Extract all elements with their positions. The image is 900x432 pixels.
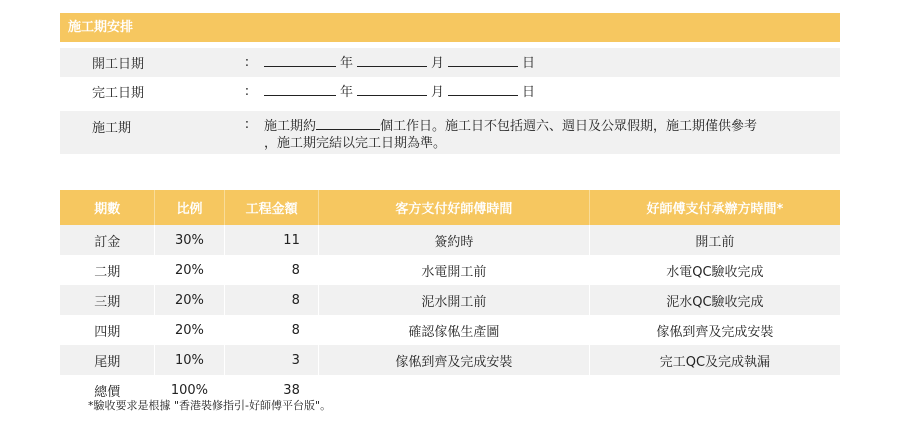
cell-ratio: 10%	[155, 345, 224, 375]
month-blank[interactable]	[357, 83, 427, 96]
day-unit: 日	[522, 84, 536, 100]
cell-amount: 11	[224, 225, 318, 255]
year-blank[interactable]	[264, 54, 336, 67]
days-blank[interactable]	[316, 117, 380, 130]
header-ratio: 比例	[155, 190, 224, 225]
cell-amount: 8	[224, 315, 318, 345]
cell-client-time: 泥水開工前	[318, 285, 589, 315]
start-date-value	[264, 54, 840, 72]
cell-phase: 三期	[60, 285, 155, 315]
cell-phase: 二期	[60, 255, 155, 285]
cell-client-time: 水電開工前	[318, 255, 589, 285]
cell-contractor-time: 開工前	[589, 225, 840, 255]
header-amount: 工程金額	[224, 190, 318, 225]
cell-contractor-time	[589, 375, 840, 405]
table-row	[60, 285, 840, 315]
cell-contractor-time: 完工QC及完成執漏	[589, 345, 840, 375]
cell-ratio: 20%	[155, 315, 224, 345]
cell-phase: 總價	[60, 375, 155, 405]
footnote: *驗收要求是根據 "香港裝修指引-好師傅平台版"。	[88, 399, 332, 412]
cell-ratio: 30%	[155, 225, 224, 255]
period-line-1-rest: 個工作日。施工日不包括週六、週日及公眾假期，施工期僅供參考	[380, 119, 758, 134]
schedule-header: 施工期安排	[60, 13, 840, 42]
cell-client-time: 傢俬到齊及完成安裝	[318, 345, 589, 375]
period-value	[264, 117, 840, 152]
cell-contractor-time: 泥水QC驗收完成	[589, 285, 840, 315]
cell-amount: 38	[224, 375, 318, 405]
start-date-row	[60, 48, 840, 77]
header-contractor-payment-time: 好師傅支付承辦方時間*	[589, 190, 840, 225]
end-date-label: 完工日期	[92, 86, 145, 101]
start-date-label: 開工日期	[92, 57, 145, 72]
construction-schedule	[60, 13, 840, 154]
cell-contractor-time: 傢俬到齊及完成安裝	[656, 324, 774, 340]
cell-amount: 8	[224, 255, 318, 285]
table-row	[60, 255, 840, 285]
cell-amount: 3	[224, 345, 318, 375]
payment-table	[60, 190, 840, 405]
cell-contractor-time: 水電QC驗收完成	[666, 264, 764, 280]
end-date-value	[264, 83, 840, 101]
day-blank[interactable]	[448, 83, 518, 96]
table-row	[60, 225, 840, 255]
cell-client-time	[318, 375, 589, 405]
cell-phase: 訂金	[60, 225, 155, 255]
cell-ratio: 20%	[155, 255, 224, 285]
period-line-1	[264, 117, 840, 135]
month-unit: 月	[431, 55, 445, 71]
year-blank[interactable]	[264, 83, 336, 96]
month-blank[interactable]	[357, 54, 427, 67]
cell-client-time: 簽約時	[318, 225, 589, 255]
header-phase: 期數	[60, 190, 155, 225]
month-unit: 月	[431, 84, 445, 100]
header-client-payment-time: 客方支付好師傅時間	[318, 190, 589, 225]
year-unit: 年	[340, 55, 354, 71]
day-blank[interactable]	[448, 54, 518, 67]
colon: :	[244, 117, 250, 132]
period-line-2: ，施工期完結以完工日期為準。	[264, 136, 447, 151]
colon: :	[244, 84, 250, 99]
cell-ratio: 20%	[155, 285, 224, 315]
cell-amount: 8	[224, 285, 318, 315]
colon: :	[244, 55, 250, 70]
payment-header-row	[60, 190, 840, 225]
cell-phase: 四期	[60, 315, 155, 345]
period-prefix: 施工期約	[264, 119, 317, 134]
table-row	[60, 315, 840, 345]
cell-client-time: 確認傢俬生產圖	[318, 315, 589, 345]
table-row	[60, 345, 840, 375]
year-unit: 年	[340, 84, 354, 100]
day-unit: 日	[522, 55, 536, 71]
end-date-row	[60, 77, 840, 106]
cell-ratio: 100%	[155, 375, 224, 405]
cell-phase: 尾期	[60, 345, 155, 375]
period-label: 施工期	[92, 121, 132, 136]
period-row	[60, 111, 840, 154]
